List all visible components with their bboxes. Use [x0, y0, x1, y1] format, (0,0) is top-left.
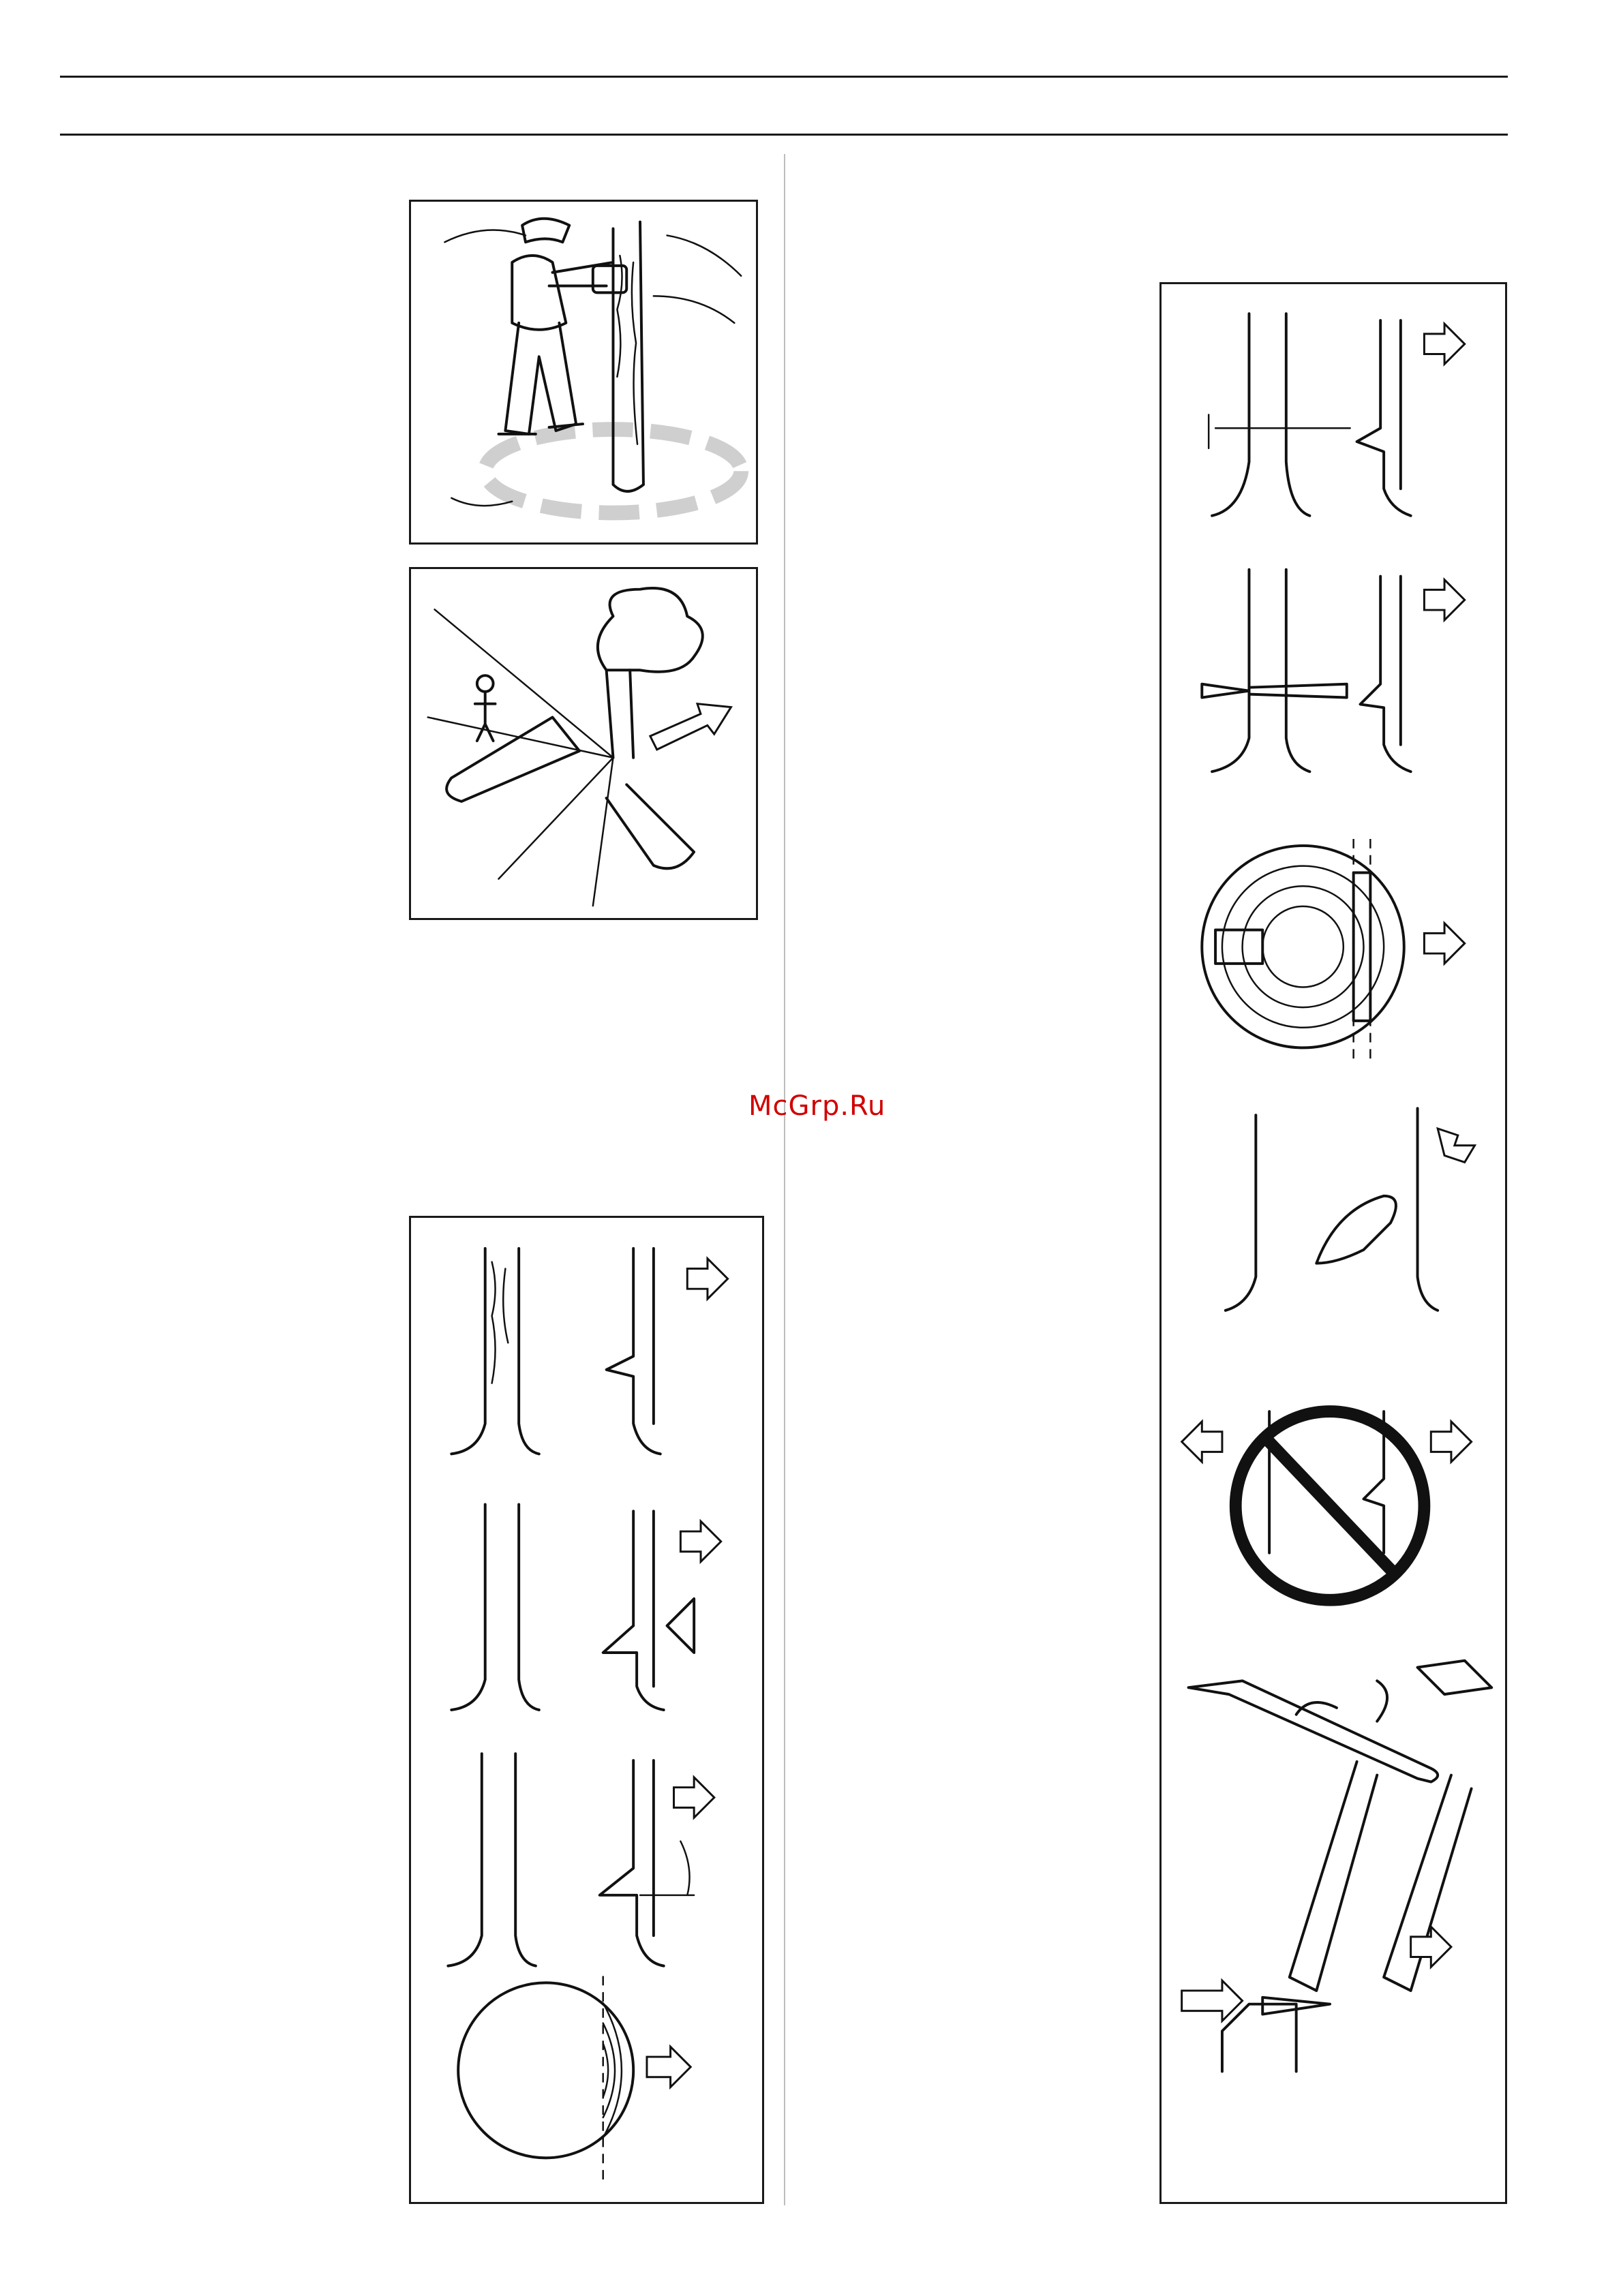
lumberjack-illustration — [411, 202, 756, 542]
felling-fan-illustration — [411, 569, 756, 918]
figure-felling-cuts — [1159, 282, 1507, 2204]
figure-felling-direction — [409, 567, 758, 920]
figure-directional-notch — [409, 1216, 764, 2204]
watermark-text: McGrp.Ru — [748, 1090, 886, 1122]
felling-cut-sequence-illustration — [1162, 284, 1505, 2202]
header-rule-top — [60, 76, 1508, 78]
figure-felling-zone — [409, 200, 758, 545]
header-rule-bottom — [60, 134, 1508, 136]
notch-sequence-illustration — [411, 1218, 762, 2202]
column-divider — [784, 154, 785, 2205]
